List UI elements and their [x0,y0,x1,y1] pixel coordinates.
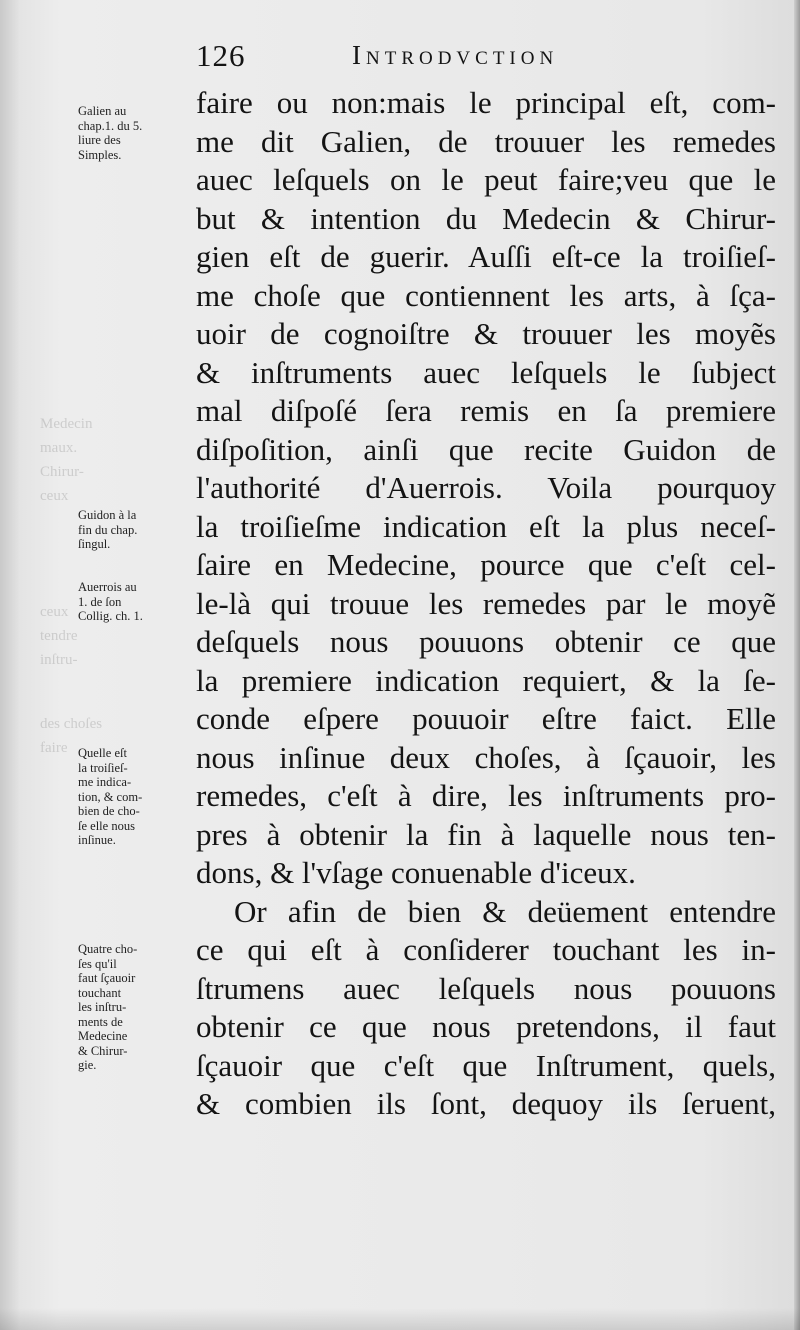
text-line: ce qui eſt à conſiderer touchant les in- [196,932,776,967]
ghost-line: inſtru- [40,652,78,668]
text-line: me dit Galien, de trouuer les remedes [196,123,776,159]
side-note-line: Quatre cho- [78,942,138,956]
text-line: deſquels nous pouuons obtenir ce que [196,624,776,659]
text-line: auec leſquels on le peut faire;veu que le [196,162,776,197]
text-line: me choſe que contiennent les arts, à ſça- [196,277,776,313]
text-line: ſtrumens auec leſquels nous pouuons [196,970,776,1006]
ghost-line: faire [40,740,68,756]
side-note-line: les inſtru- [78,1000,127,1014]
side-note-line: gie. [78,1058,97,1072]
side-note-line: ſe elle nous [78,818,135,833]
text-line: conde eſpere pouuoir eſtre faict. Elle [196,701,776,736]
ghost-line: Chirur- [40,464,84,480]
side-note-line: touchant [78,985,122,1000]
ghost-line: tendre [40,628,78,644]
side-note-line: inſinue. [78,833,116,847]
text-line: la premiere indication requiert, & la ſe- [196,662,776,698]
side-note-line: Simples. [78,147,122,162]
text-line: mal diſpoſé ſera remis en ſa premiere [196,393,776,428]
side-note-line: Collig. ch. 1. [78,609,143,623]
side-note-line: tion, & com- [78,789,143,804]
text-line: uoir de cognoiſtre & trouuer les moyẽs [196,316,776,351]
text-line: dons, & l'vſage conuenable d'iceux. [196,855,636,890]
text-line: but & intention du Medecin & Chirur- [196,200,776,236]
page-header [196,38,786,82]
side-note-indication [78,746,196,848]
side-note-line: fin du chap. [78,522,138,537]
running-head: Introdvction [352,40,559,70]
side-note-line: Galien au [78,104,127,118]
text-line: la troiſieſme indication eſt la plus neceſ- [196,508,776,544]
side-note-line: Quelle eſt [78,746,127,760]
side-note-guidon [78,508,196,552]
text-line: le-là qui trouue les remedes par le moyẽ [196,585,776,621]
body-text [196,84,776,1124]
page-edge-shadow [794,0,800,1330]
side-note-instruments [78,942,196,1073]
text-line: & inſtruments auec leſquels le ſubject [196,354,776,390]
text-line: nous inſinue deux choſes, à ſçauoir, les [196,739,776,775]
show-through-text-1 [40,412,200,508]
side-note-line: & Chirur- [78,1043,128,1058]
text-line: & combien ils ſont, dequoy ils ſeruent, [196,1086,776,1121]
side-note-line: ſes qu'il [78,956,117,971]
text-line: faire ou non:mais le principal eſt, com- [196,85,776,120]
side-note-line: ſingul. [78,537,111,551]
ghost-line: ceux [40,488,69,504]
text-line: gien eſt de guerir. Auſſi eſt-ce la troiſieſ- [196,239,776,274]
side-note-line: Guidon à la [78,508,137,522]
ghost-line: ceux [40,604,69,620]
ghost-line: Medecin [40,416,93,432]
page-bottom-shadow [0,1308,800,1330]
page-number: 126 [196,38,246,73]
side-note-line: faut ſçauoir [78,971,136,985]
text-line: l'authorité d'Auerrois. Voila pourquoy [196,470,776,505]
ghost-line: maux. [40,440,78,456]
text-line: ſçauoir que c'eſt que Inſtrument, quels, [196,1047,776,1083]
side-note-line: ments de [78,1014,123,1029]
text-line: obtenir ce que nous pretendons, il faut [196,1009,776,1044]
side-note-line: me indica- [78,775,132,789]
text-line: pres à obtenir la fin à laquelle nous ten- [196,816,776,852]
side-note-auerrois [78,580,196,624]
text-line: remedes, c'eſt à dire, les inſtruments pro- [196,778,776,813]
side-note-line: la troiſieſ- [78,760,128,775]
side-note-galien [78,104,196,162]
side-note-line: Auerrois au [78,580,137,594]
side-note-line: 1. de ſon [78,594,122,609]
side-note-line: bien de cho- [78,804,140,818]
side-note-line: chap.1. du 5. [78,118,143,133]
side-note-line: Medecine [78,1029,128,1043]
side-note-line: liure des [78,133,121,147]
text-line: diſpoſition, ainſi que recite Guidon de [196,431,776,467]
text-line: ſaire en Medecine, pource que c'eſt cel- [196,547,776,582]
ghost-line: des choſes [40,716,103,732]
text-line: Or afin de bien & deüement entendre [234,893,776,929]
